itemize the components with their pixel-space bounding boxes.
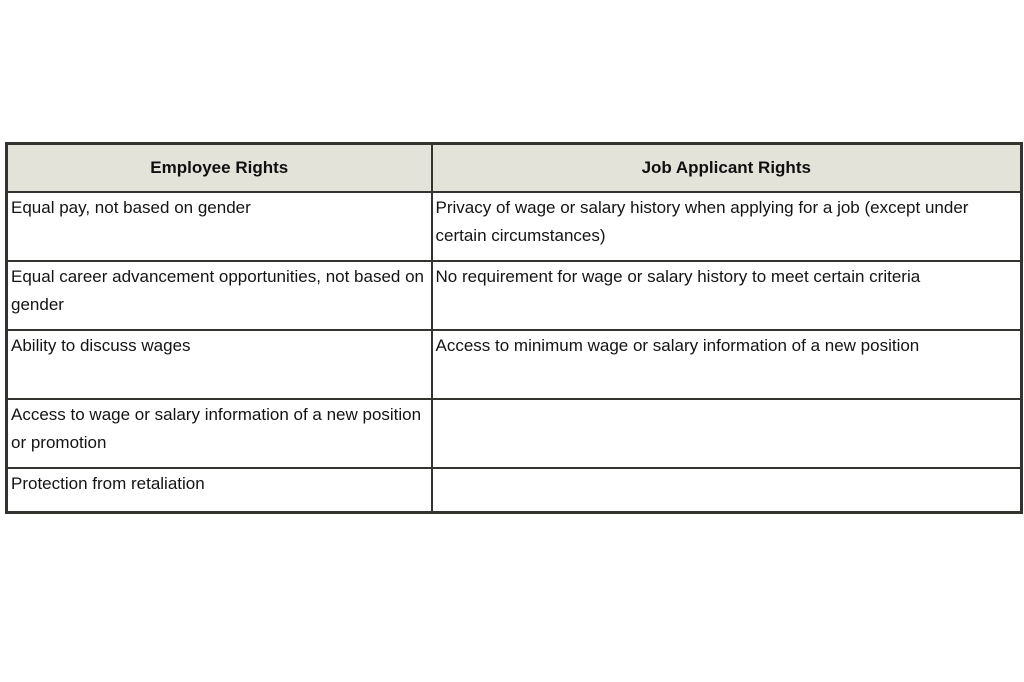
table-cell: Equal career advancement opportunities, not based on gender: [7, 261, 432, 330]
table-cell: Access to wage or salary information of a new position or promotion: [7, 399, 432, 468]
table-cell: Ability to discuss wages: [7, 330, 432, 399]
table-body: [7, 192, 1022, 512]
table-cell: Protection from retaliation: [7, 468, 432, 512]
column-header-job-applicant-rights: Job Applicant Rights: [432, 144, 1022, 193]
table-cell: Equal pay, not based on gender: [7, 192, 432, 261]
table-row: [7, 399, 1022, 468]
table-header-row: [7, 144, 1022, 193]
table-cell: [432, 468, 1022, 512]
rights-comparison-table-container: [5, 142, 1020, 514]
table-cell: [432, 399, 1022, 468]
table-header: [7, 144, 1022, 193]
table-cell: Access to minimum wage or salary information of a new position: [432, 330, 1022, 399]
rights-comparison-table: [5, 142, 1023, 514]
table-cell: Privacy of wage or salary history when applying for a job (except under certain circumstances): [432, 192, 1022, 261]
table-row: [7, 330, 1022, 399]
table-cell: No requirement for wage or salary history to meet certain criteria: [432, 261, 1022, 330]
table-row: [7, 192, 1022, 261]
column-header-employee-rights: Employee Rights: [7, 144, 432, 193]
table-row: [7, 468, 1022, 512]
table-row: [7, 261, 1022, 330]
